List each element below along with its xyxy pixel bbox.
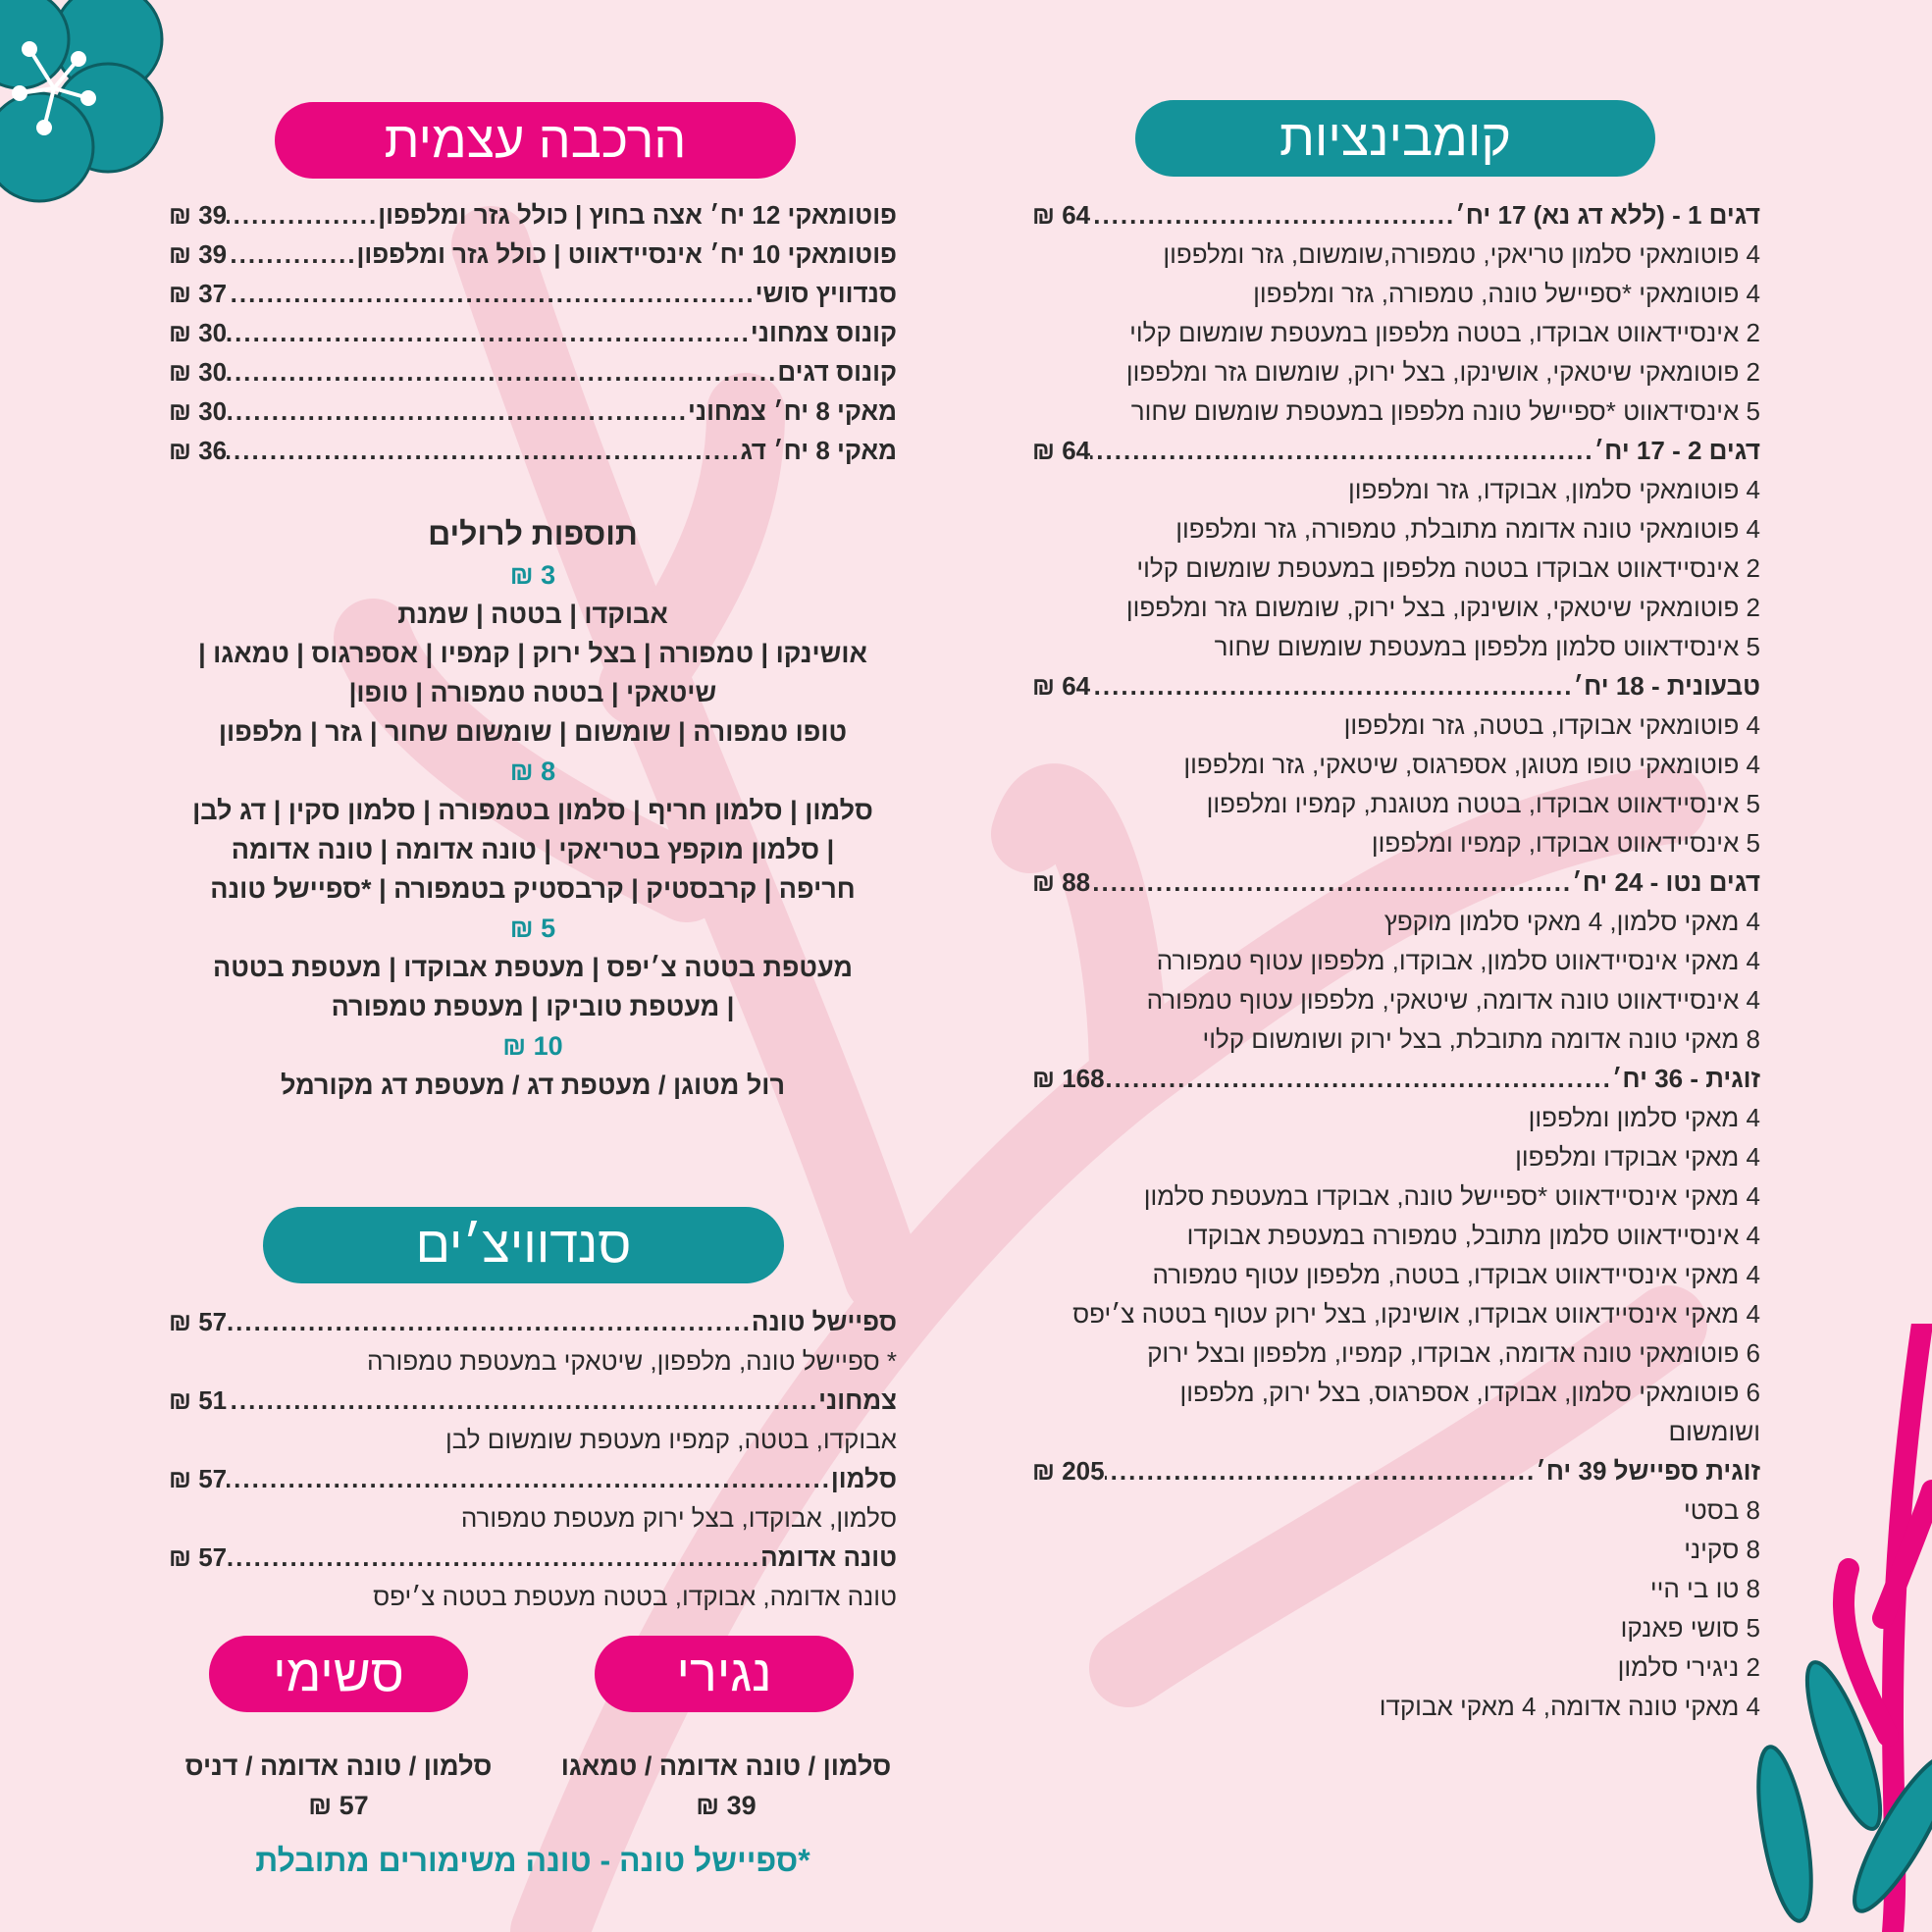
nigiri-options bbox=[530, 1747, 922, 1825]
combo-couple-special bbox=[1032, 1451, 1760, 1726]
combo-name: דגים נטו - 24 יח׳ bbox=[1572, 867, 1760, 897]
self-assembly-item: מאקי 8 יח׳ צמחוני ..... 30 ₪ bbox=[169, 392, 897, 431]
sashimi-options-text: סלמון / טונה אדומה / דניס bbox=[184, 1751, 493, 1781]
sashimi-title: סשימי bbox=[209, 1636, 468, 1712]
nigiri-options-text: סלמון / טונה אדומה / טמאגו bbox=[560, 1751, 892, 1781]
combo-line: 4 מאקי סלמון, 4 מאקי סלמון מוקפץ bbox=[1384, 907, 1760, 936]
combo-price: 64 ₪ bbox=[1032, 671, 1091, 701]
topping-price: 10 ₪ bbox=[502, 1031, 563, 1061]
seaweed-decoration bbox=[1755, 1324, 1932, 1932]
flower-icon bbox=[0, 0, 177, 206]
combo-fish-only bbox=[1032, 862, 1760, 1059]
combo-1 bbox=[1032, 195, 1760, 431]
combo-line: 4 מאקי סלמון ומלפפון bbox=[1528, 1103, 1760, 1132]
sashimi-options bbox=[147, 1747, 530, 1825]
topping-line: מעטפת בטטה צ׳יפס | מעטפת אבוקדו | מעטפת בטטה bbox=[212, 953, 854, 982]
combo-line: 2 אינסיידאווט אבוקדו בטטה מלפפון במעטפת שומשום קלוי bbox=[1136, 553, 1760, 583]
combo-line: 4 מאקי אינסיידאווט אבוקדו, אושינקו, בצל ירוק עטוף בטטה צ׳יפס bbox=[1072, 1299, 1760, 1329]
combo-line: 2 אינסיידאווט אבוקדו, בטטה מלפפון במעטפת שומשום קלוי bbox=[1129, 318, 1760, 347]
combo-name: זוגית ספיישל 39 יח׳ bbox=[1536, 1456, 1760, 1486]
combo-line: 4 פוטומאקי אבוקדו, בטטה, גזר ומלפפון bbox=[1343, 710, 1760, 740]
sandwich-desc: טונה אדומה, אבוקדו, בטטה מעטפת בטטה צ׳יפס bbox=[373, 1582, 897, 1611]
combo-line: 4 פוטומאקי טופו מטוגן, אספרגוס, שיטאקי, גזר ומלפפון bbox=[1183, 750, 1760, 779]
combo-price: 88 ₪ bbox=[1032, 867, 1091, 897]
topping-price: 8 ₪ bbox=[509, 757, 556, 786]
toppings-section bbox=[169, 512, 897, 1105]
combo-vegan bbox=[1032, 666, 1760, 862]
sandwich-desc: סלמון, אבוקדו, בצל ירוק מעטפת טמפורה bbox=[460, 1503, 897, 1533]
toppings-title: תוספות לרולים bbox=[428, 516, 638, 551]
combo-line: 8 סקיני bbox=[1684, 1535, 1760, 1564]
combo-line: ושומשום bbox=[1668, 1417, 1760, 1446]
combo-line: 5 אינסיידאווט אבוקדו, קמפיו ומלפפון bbox=[1371, 828, 1760, 858]
combo-line: 5 סושי פאנקו bbox=[1620, 1613, 1760, 1643]
sandwiches-list bbox=[169, 1302, 897, 1616]
combo-price: 205 ₪ bbox=[1032, 1456, 1105, 1486]
topping-line: | מעטפת טוביקו | מעטפת טמפורה bbox=[331, 992, 735, 1021]
sandwich-item: סלמון ..... 57 ₪ bbox=[169, 1459, 897, 1498]
self-assembly-item: פוטומאקי 10 יח׳ אינסיידאווט | כולל גזר ומלפפון ..... 39 ₪ bbox=[169, 235, 897, 274]
combo-line: 5 אינסידאווט סלמון מלפפון במעטפת שומשום שחור bbox=[1214, 632, 1760, 661]
combo-name: זוגית - 36 יח׳ bbox=[1611, 1064, 1760, 1093]
combo-name: טבעונית - 18 יח׳ bbox=[1573, 671, 1760, 701]
combo-2 bbox=[1032, 431, 1760, 666]
self-assembly-item: קונוס דגים ..... 30 ₪ bbox=[169, 352, 897, 392]
topping-line: רול מטוגן / מעטפת דג / מעטפת דג מקורמל bbox=[280, 1070, 785, 1100]
combo-name: דגים 1 - (ללא דג נא) 17 יח׳ bbox=[1455, 200, 1760, 230]
combo-line: 2 פוטומאקי שיטאקי, אושינקו, בצל ירוק, שומשום גזר ומלפפון bbox=[1125, 357, 1760, 387]
topping-line: טופו טמפורה | שומשום | שומשום שחור | גזר | מלפפון bbox=[218, 717, 848, 747]
footnote: *ספיישל טונה - טונה משימורים מתובלת bbox=[255, 1843, 810, 1878]
combo-line: 4 פוטומאקי *ספיישל טונה, טמפורה, גזר ומלפפון bbox=[1253, 279, 1760, 308]
topping-price: 3 ₪ bbox=[509, 560, 556, 590]
combo-price: 64 ₪ bbox=[1032, 200, 1091, 230]
combo-line: 4 מאקי אינסיידאווט סלמון, אבוקדו, מלפפון עטוף טמפורה bbox=[1156, 946, 1760, 975]
nigiri-title: נגירי bbox=[595, 1636, 854, 1712]
combo-line: 4 מאקי אבוקדו ומלפפון bbox=[1515, 1142, 1760, 1172]
combo-line: 6 פוטומאקי סלמון, אבוקדו, אספרגוס, בצל ירוק, מלפפון bbox=[1179, 1378, 1760, 1407]
combo-line: 4 פוטומאקי טונה אדומה מתובלת, טמפורה, גזר ומלפפון bbox=[1175, 514, 1760, 544]
combo-line: 2 פוטומאקי שיטאקי, אושינקו, בצל ירוק, שומשום גזר ומלפפון bbox=[1125, 593, 1760, 622]
combo-line: 8 מאקי טונה אדומה מתובלת, בצל ירוק ושומשום קלוי bbox=[1202, 1024, 1760, 1054]
combo-line: 8 טו בי היי bbox=[1649, 1574, 1760, 1603]
nigiri-price: 39 ₪ bbox=[696, 1791, 757, 1820]
topping-line: סלמון | סלמון חריף | סלמון בטמפורה | סלמון סקין | דג לבן bbox=[192, 796, 873, 825]
combo-line: 5 אינסידאווט *ספיישל טונה מלפפון במעטפת שומשום שחור bbox=[1130, 396, 1760, 426]
topping-line: אבוקדו | בטטה | שמנת bbox=[397, 600, 668, 629]
self-assembly-item: פוטומאקי 12 יח׳ אצה בחוץ | כולל גזר ומלפפון ..... 39 ₪ bbox=[169, 195, 897, 235]
topping-price: 5 ₪ bbox=[509, 914, 556, 943]
combo-line: 4 מאקי אינסיידאווט *ספיישל טונה, אבוקדו במעטפת סלמון bbox=[1143, 1181, 1760, 1211]
self-assembly-item: מאקי 8 יח׳ דג ..... 36 ₪ bbox=[169, 431, 897, 470]
topping-line: חריפה | קרבסטיק | קרבסטיק בטמפורה | *ספיישל טונה bbox=[210, 874, 856, 904]
sandwiches-title: סנדוויצ׳ים bbox=[263, 1207, 784, 1283]
combo-line: 4 מאקי אינסיידאווט אבוקדו, בטטה, מלפפון עטוף טמפורה bbox=[1152, 1260, 1760, 1289]
combo-line: 4 אינסיידאווט סלמון מתובל, טמפורה במעטפת אבוקדו bbox=[1186, 1221, 1760, 1250]
combo-line: 4 פוטומאקי סלמון, אבוקדו, גזר ומלפפון bbox=[1347, 475, 1760, 504]
sandwich-desc: אבוקדו, בטטה, קמפיו מעטפת שומשום לבן bbox=[444, 1425, 897, 1454]
sandwich-item: טונה אדומה ..... 57 ₪ bbox=[169, 1538, 897, 1577]
combo-line: 8 בסטי bbox=[1683, 1495, 1760, 1525]
self-assembly-item: סנדוויץ סושי ..... 37 ₪ bbox=[169, 274, 897, 313]
combo-line: 6 פוטומאקי טונה אדומה, אבוקדו, קמפיו, מלפפון ובצל ירוק bbox=[1147, 1338, 1760, 1368]
sandwich-desc: * ספיישל טונה, מלפפון, שיטאקי במעטפת טמפורה bbox=[367, 1346, 897, 1376]
sandwich-item: ספיישל טונה ..... 57 ₪ bbox=[169, 1302, 897, 1341]
combinations-list bbox=[1032, 195, 1760, 1726]
topping-line: | סלמון מוקפץ בטריאקי | טונה אדומה | טונה אדומה bbox=[231, 835, 835, 864]
self-assembly-title: הרכבה עצמית bbox=[275, 102, 796, 179]
sandwich-item: צמחוני ..... 51 ₪ bbox=[169, 1381, 897, 1420]
combo-price: 168 ₪ bbox=[1032, 1064, 1105, 1093]
combo-name: דגים 2 - 17 יח׳ bbox=[1593, 436, 1760, 465]
self-assembly-item: קונוס צמחוני ..... 30 ₪ bbox=[169, 313, 897, 352]
combo-price: 64 ₪ bbox=[1032, 436, 1091, 465]
topping-line: שיטאקי | בטטה טמפורה | טופו| bbox=[348, 678, 717, 707]
self-assembly-list bbox=[169, 195, 897, 470]
sashimi-price: 57 ₪ bbox=[308, 1791, 369, 1820]
topping-line: אושינקו | טמפורה | בצל ירוק | קמפיו | אספרגוס | טמאגו | bbox=[198, 639, 867, 668]
combo-couple bbox=[1032, 1059, 1760, 1451]
combo-line: 5 אינסיידאווט אבוקדו, בטטה מטוגנת, קמפיו ומלפפון bbox=[1206, 789, 1760, 818]
combo-line: 4 אינסיידאווט טונה אדומה, שיטאקי, מלפפון עטוף טמפורה bbox=[1146, 985, 1760, 1015]
combo-line: 2 ניגירי סלמון bbox=[1617, 1652, 1760, 1682]
combo-line: 4 פוטומאקי סלמון טריאקי, טמפורה,שומשום, גזר ומלפפון bbox=[1163, 239, 1760, 269]
combinations-title: קומבינציות bbox=[1135, 100, 1655, 177]
combo-line: 4 מאקי טונה אדומה, 4 מאקי אבוקדו bbox=[1379, 1692, 1760, 1721]
